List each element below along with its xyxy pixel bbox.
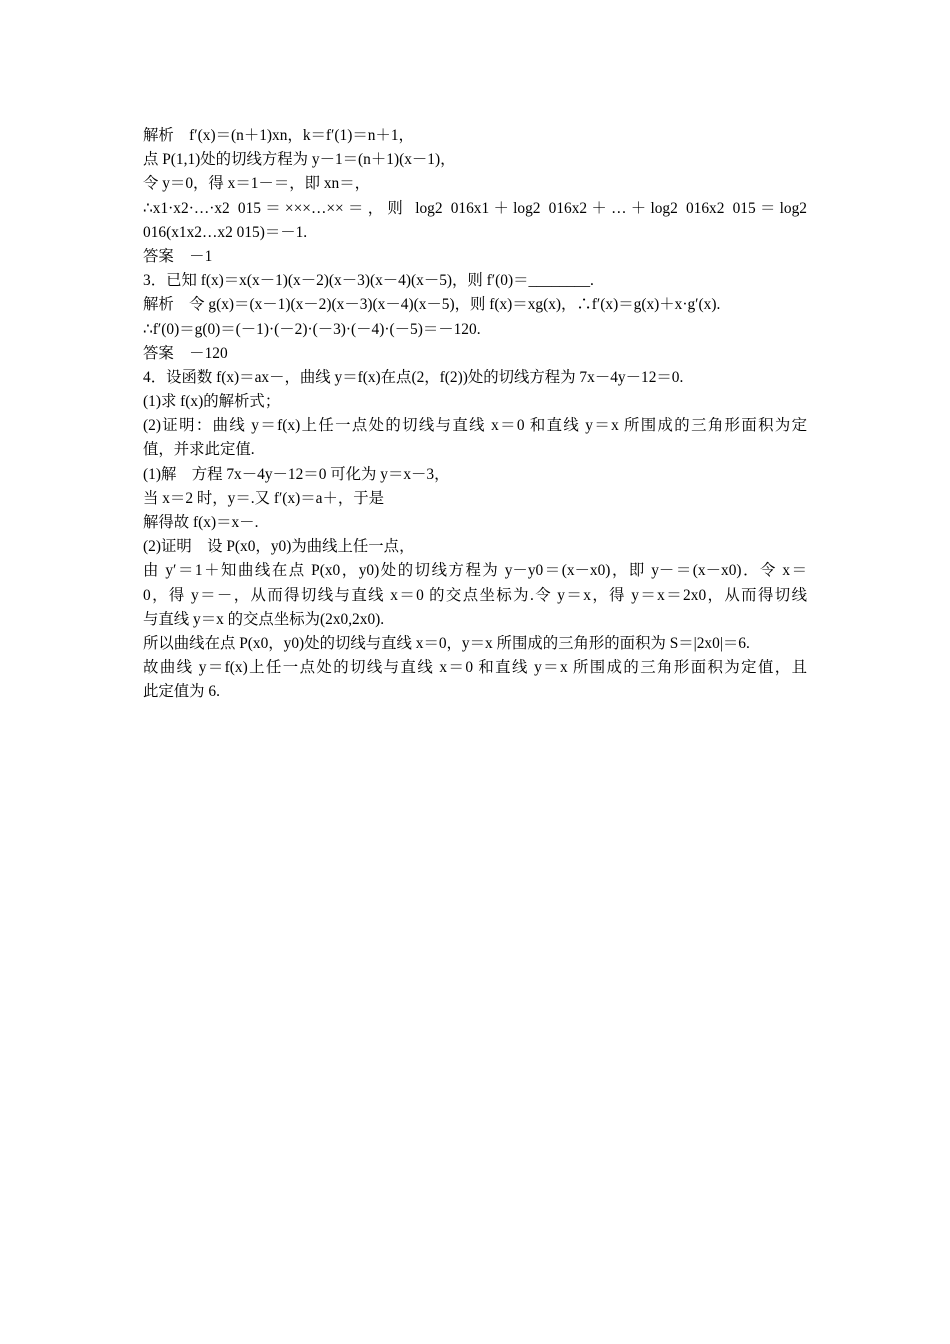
solution-line: 解得故 f(x)＝x－. [143,514,259,531]
question-4-part-1: (1)求 f(x)的解析式； [143,393,281,411]
question-4-part-2: (2)证明：曲线 y＝f(x)上任一点处的切线与直线 x＝0 和直线 y＝x 所围成的三角形面积为定 [143,417,807,435]
solution-line: ∴x1·x2·…·x2 015＝×××…××＝，则 log2 016x1＋log2 016x2＋…＋log2 016x2 015＝log2 [143,199,807,217]
solution-line: 点 P(1,1)处的切线方程为 y－1＝(n＋1)(x－1)， [143,151,456,169]
proof-line: 与直线 y＝x 的交点坐标为(2x0,2x0). [143,610,385,628]
proof-line: 由 y′＝1＋知曲线在点 P(x0，y0)处的切线方程为 y－y0＝(x－x0)，即 y－＝(x－x0)．令 x＝ [143,562,807,580]
question-4-part-2-cont: 值，并求此定值. [143,441,255,459]
proof-line: 所以曲线在点 P(x0，y0)处的切线与直线 x＝0，y＝x 所围成的三角形的面积为 S＝|2x0|＝6. [143,634,750,652]
solution-line: 当 x＝2 时，y＝.又 f′(x)＝a＋，于是 [143,489,385,507]
solution-line: (1)解 方程 7x－4y－12＝0 可化为 y＝x－3， [143,465,450,483]
proof-line: 故曲线 y＝f(x)上任一点处的切线与直线 x＝0 和直线 y＝x 所围成的三角形面积为定值，且 [143,659,807,677]
solution-line: ∴f′(0)＝g(0)＝(－1)·(－2)·(－3)·(－4)·(－5)＝－120. [143,320,481,338]
solution-line: 解析 f′(x)＝(n＋1)xn，k＝f′(1)＝n＋1， [143,127,414,144]
solution-line: 016(x1x2…x2 015)＝－1. [143,223,308,241]
document-body [143,124,807,705]
solution-line: 令 y＝0，得 x＝1－＝，即 xn＝， [143,175,371,193]
question-4: 4．设函数 f(x)＝ax－，曲线 y＝f(x)在点(2，f(2))处的切线方程为 7x－4y－12＝0. [143,368,684,386]
question-3: 3．已知 f(x)＝x(x－1)(x－2)(x－3)(x－4)(x－5)，则 f′(0)＝________. [143,272,594,290]
solution-line: 解析 令 g(x)＝(x－1)(x－2)(x－3)(x－4)(x－5)，则 f(x)＝xg(x)，∴f′(x)＝g(x)＋x·g′(x). [143,296,721,314]
proof-line: (2)证明 设 P(x0，y0)为曲线上任一点， [143,538,415,556]
answer-line: 答案 －120 [143,344,228,362]
answer-line: 答案 －1 [143,247,213,265]
proof-line: 0，得 y＝－，从而得切线与直线 x＝0 的交点坐标为.令 y＝x，得 y＝x＝2x0，从而得切线 [143,586,807,604]
proof-line: 此定值为 6. [143,683,220,701]
